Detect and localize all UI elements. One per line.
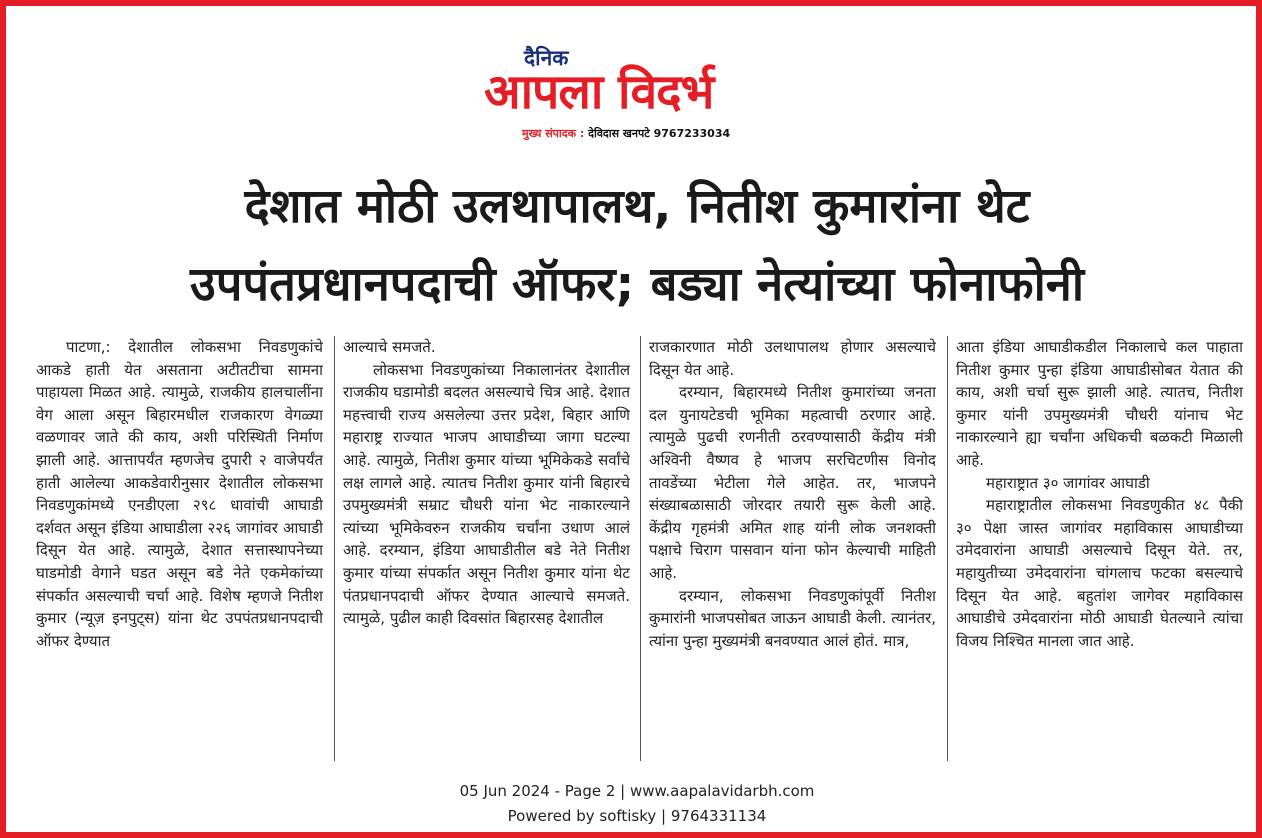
paragraph: महाराष्ट्रातील लोकसभा निवडणुकीत ४८ पैकी ३० पेक्षा जास्त जागांवर महाविकास आघाडीच्या उमेदवारांना आघाडी असल्याचे दिसून येते. तर, महायुतीच्या उमेदवारांना चांगलाच फटका बसल्याचे दिसून येत आहे. बहुतांश जागेवर महाविकास आघाडीचे उमेदवारांना मोठी आघाडी घेतल्याने त्यांचा विजय निश्चित मानला जात आहे.	[956, 496, 1243, 650]
paragraph: आल्याचे समजते.	[343, 338, 436, 356]
paragraph: आता इंडिया आघाडीकडील निकालाचे कल पाहाता नितीश कुमार पुन्हा इंडिया आघाडीसोबत येतात की काय, अशी चर्चा सुरू झाली आहे. त्यातच, नितीश कुमार यांनी उपमुख्यमंत्री चौधरी यांनाच भेट नाकारल्याने ह्या चर्चांना अधिकची बळकटी मिळाली आहे.	[956, 338, 1243, 469]
paragraph: दरम्यान, लोकसभा निवडणुकांपूर्वी नितीश कुमारांनी भाजपसोबत जाऊन आघाडी केली. त्यानंतर, त्यांना पुन्हा मुख्यमंत्री बनवण्यात आलं होतं. मात्र,	[649, 586, 936, 650]
paragraph: पाटणा,: देशातील लोकसभा निवडणुकांचे आकडे हाती येत असताना अटीतटीचा सामना पाहायला मिळत आहे. त्यामुळे, राजकीय हालचालींना वेग आला असून बिहारमधील राजकारण वेगळ्या वळणावर जाते की काय, अशी परिस्थिती निर्माण झाली आहे. आत्तापर्यंत म्हणजेच दुपारी २ वाजेपर्यंत हाती आलेल्या आकडेवारीनुसार देशातील लोकसभा निवडणुकांमध्ये एनडीएला २९८ धावांची आघाडी दर्शवत असून इंडिया आघाडीला २२६ जागांवर आघाडी दिसून येत आहे. त्यामुळे, देशात सत्तास्थापनेच्या घाडमोडी वेगाने घडत असून बडे नेते एकमेकांच्या संपर्कात असल्याची चर्चा आहे. विशेष म्हणजे नितीश कुमार (न्‍यूज़ इनपुट्स) यांना थेट उपपंतप्रधानपदाची ऑफर देण्यात	[36, 338, 323, 650]
paragraph: राजकारणात मोठी उलथापालथ होणार असल्याचे दिसून येत आहे.	[649, 338, 936, 379]
headline-line-2: उपपंतप्रधानपदाची ऑफर; बड्या नेत्यांच्या फोनाफोनी	[189, 257, 1085, 312]
article-body	[36, 336, 1242, 766]
column-divider	[334, 336, 335, 761]
paragraph: लोकसभा निवडणुकांच्या निकालानंतर देशातील राजकीय घडामोडी बदलत असल्याचे चित्र आहे. देशात महत्त्वाची राज्य असलेल्या उत्तर प्रदेश, बिहार आणि महाराष्ट्र राज्यात भाजप आघाडीच्या जागा घटल्या आहे. त्यामुळे, नितीश कुमार यांच्या भूमिकेकडे सर्वांचे लक्ष लागले आहे. त्यातच नितीश कुमार यांनी बिहारचे उपमुख्यमंत्री सम्राट चौधरी यांना भेट नाकारल्याने त्यांच्या भूमिकेवरुन राजकीय चर्चांना उधाण आलं आहे. दरम्यान, इंडिया आघाडीतील बडे नेते नितीश कुमार यांच्या संपर्कात असून नितीश कुमार यांना थेट पंतप्रधानपदाची ऑफर देण्यात आल्याचे समजते. त्यामुळे, पुढील काही दिवसांत बिहारसह देशातील	[343, 360, 630, 628]
editor-role: मुख्य संपादक :	[522, 127, 585, 140]
masthead	[476, 44, 806, 144]
headline	[26, 168, 1248, 324]
editor-name: देविदास खनपटे 9767233034	[588, 127, 731, 140]
footer-powered-by: Powered by softisky | 9764331134	[507, 807, 767, 825]
article-column-2	[343, 336, 630, 766]
article-column-4	[956, 336, 1243, 766]
newspaper-logo: आपला विदर्भ	[484, 64, 714, 120]
headline-line-1: देशात मोठी उलथापालथ, नितीश कुमारांना थेट	[244, 179, 1030, 234]
masthead-prefix: दैनिक	[524, 46, 569, 70]
paragraph: दरम्यान, बिहारमध्ये नितीश कुमारांच्या जनता दल युनायटेडची भूमिका महत्वाची ठरणार आहे. त्यामुळे पुढची रणनीती ठरवण्यासाठी केंद्रीय मंत्री अश्विनी वैष्णव हे भाजप सरचिटणीस विनोद तावडेंच्या भेटीला गेले आहेत. तर, भाजपने संख्याबळासाठी जोरदार तयारी सुरू केली आहे. केंद्रीय गृहमंत्री अमित शाह यांनी लोक जनशक्ती पक्षाचे चिराग पासवान यांना फोन केल्याची माहिती आहे.	[649, 383, 936, 582]
article-column-3	[649, 336, 936, 766]
column-divider	[947, 336, 948, 761]
editor-credit	[522, 126, 730, 141]
footer-date-url: 05 Jun 2024 - Page 2 | www.aapalavidarbh.com	[459, 782, 815, 800]
article-column-1	[36, 336, 323, 766]
column-divider	[640, 336, 641, 761]
subheading: महाराष्ट्रात ३० जागांवर आघाडी	[986, 473, 1150, 492]
